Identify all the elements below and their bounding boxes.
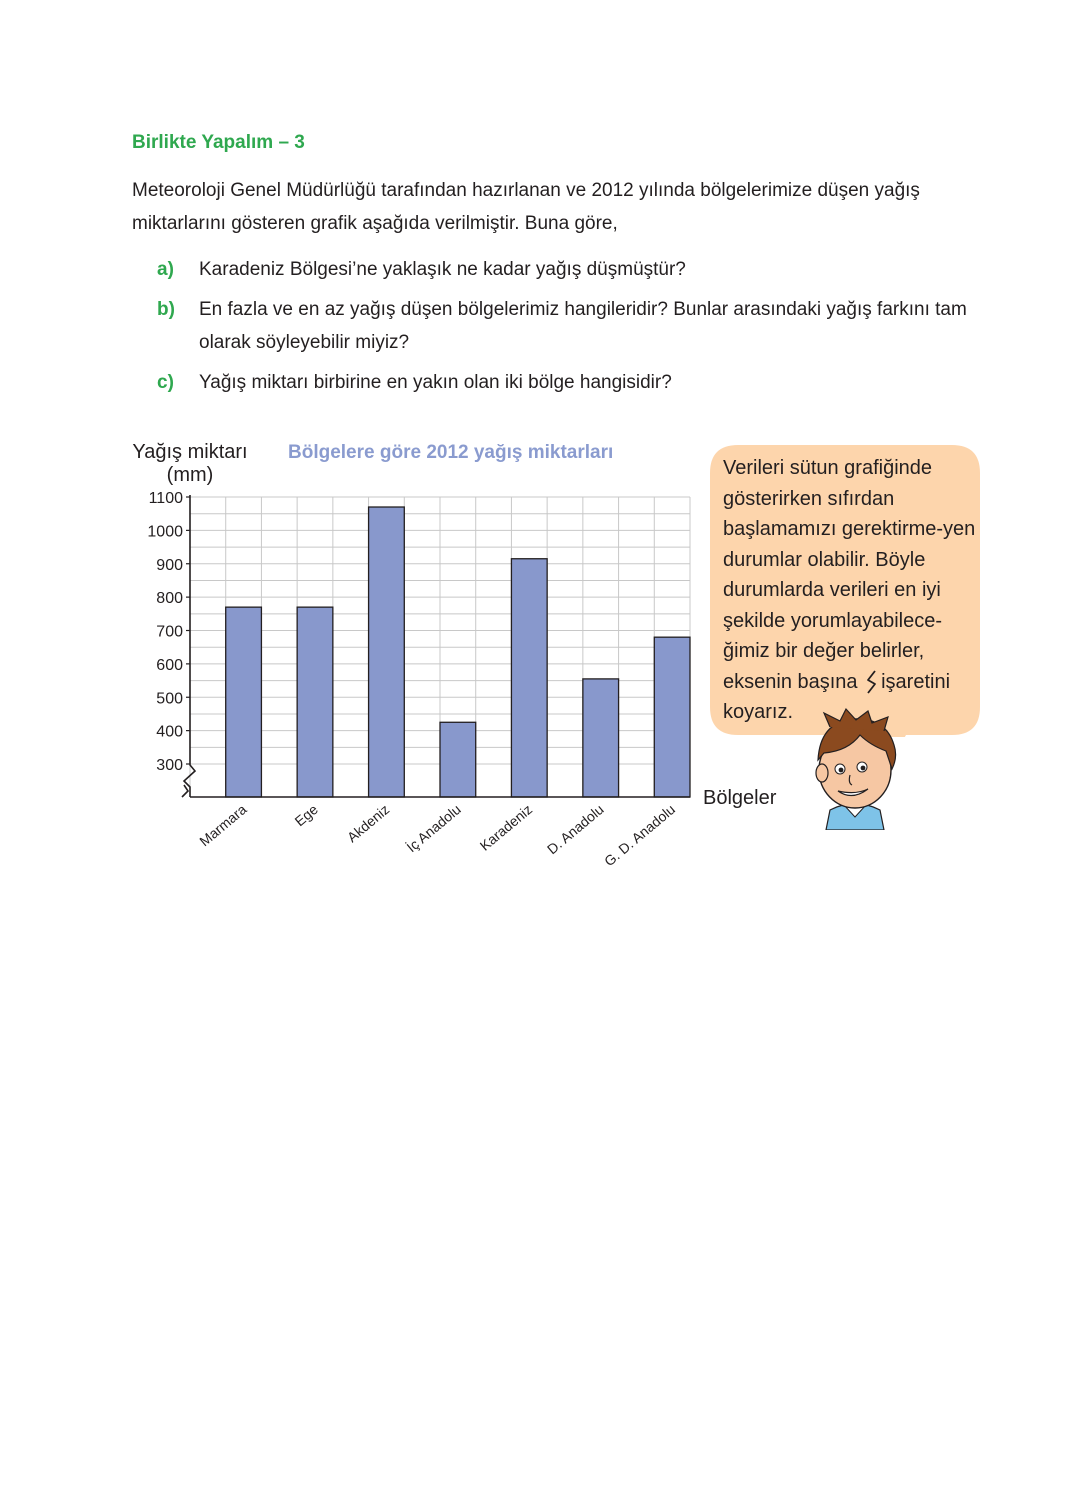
x-tick-label: D. Anadolu [543, 801, 607, 858]
y-tick-label: 500 [156, 690, 183, 708]
question-list [132, 253, 982, 406]
question-b [132, 293, 982, 359]
x-tick-label: Ege [291, 801, 321, 830]
y-axis-unit: (mm) [166, 464, 214, 486]
y-tick-label: 400 [156, 723, 183, 741]
question-letter: b) [157, 299, 175, 320]
chart-title: Bölgelere göre 2012 yağış miktarları [288, 442, 614, 463]
axis-break-icon [863, 669, 881, 695]
question-a [132, 253, 982, 286]
bar [226, 607, 262, 797]
bar [369, 507, 405, 797]
speech-bubble [710, 445, 980, 737]
x-tick-label: Akdeniz [343, 801, 393, 846]
question-text: Yağış miktarı birbirine en yakın olan iki bölge hangisidir? [199, 372, 672, 393]
question-letter: c) [157, 372, 174, 393]
question-text: Karadeniz Bölgesi’ne yaklaşık ne kadar yağış düşmüştür? [199, 259, 686, 280]
bar [511, 559, 547, 797]
question-text: En fazla ve en az yağış düşen bölgelerimiz hangileridir? Bunlar arasındaki yağış farkını tam olarak söyleyebilir miyiz? [199, 299, 967, 353]
y-tick-label: 800 [156, 590, 183, 608]
axis-break-mark [182, 785, 188, 797]
x-tick-label: Karadeniz [476, 801, 536, 854]
speech-text-before: Verileri sütun grafiğinde gösterirken sıfırdan başlamamızı gerektirme-yen durumlar olabilir. Böyle durumlarda verileri en iyi şekilde yorumlayabilece-ğimiz bir değer belirler, eksenin başına [723, 457, 976, 693]
speech-text-after: işaretini koyarız. [723, 670, 951, 723]
bar [583, 679, 619, 797]
x-axis-label: Bölgeler [703, 787, 777, 809]
x-tick-label: Marmara [196, 801, 250, 850]
bar [440, 722, 476, 797]
intro-paragraph: Meteoroloji Genel Müdürlüğü tarafından hazırlanan ve 2012 yılında bölgelerimize düşen yağış miktarlarını gösteren grafik aşağıda verilmiştir. Buna göre, [132, 180, 920, 234]
y-axis-label: Yağış miktarı [132, 441, 248, 463]
boy-illustration [800, 705, 910, 830]
y-tick-label: 600 [156, 656, 183, 674]
y-tick-label: 1000 [147, 523, 183, 541]
question-c [132, 366, 982, 399]
bars [226, 507, 690, 797]
speech-text [723, 453, 981, 728]
x-tick-label: İç Anadolu [403, 801, 464, 856]
y-tick-label: 700 [156, 623, 183, 641]
question-letter: a) [157, 259, 174, 280]
y-tick-label: 300 [156, 757, 183, 774]
bar [654, 637, 690, 797]
y-tick-label: 900 [156, 556, 183, 574]
y-tick-label: 1100 [148, 490, 183, 507]
y-axis [184, 495, 195, 797]
section-title: Birlikte Yapalım – 3 [132, 132, 305, 153]
bar-chart [100, 430, 800, 910]
x-tick-label: G. D. Anadolu [601, 801, 679, 870]
bar [297, 607, 333, 797]
